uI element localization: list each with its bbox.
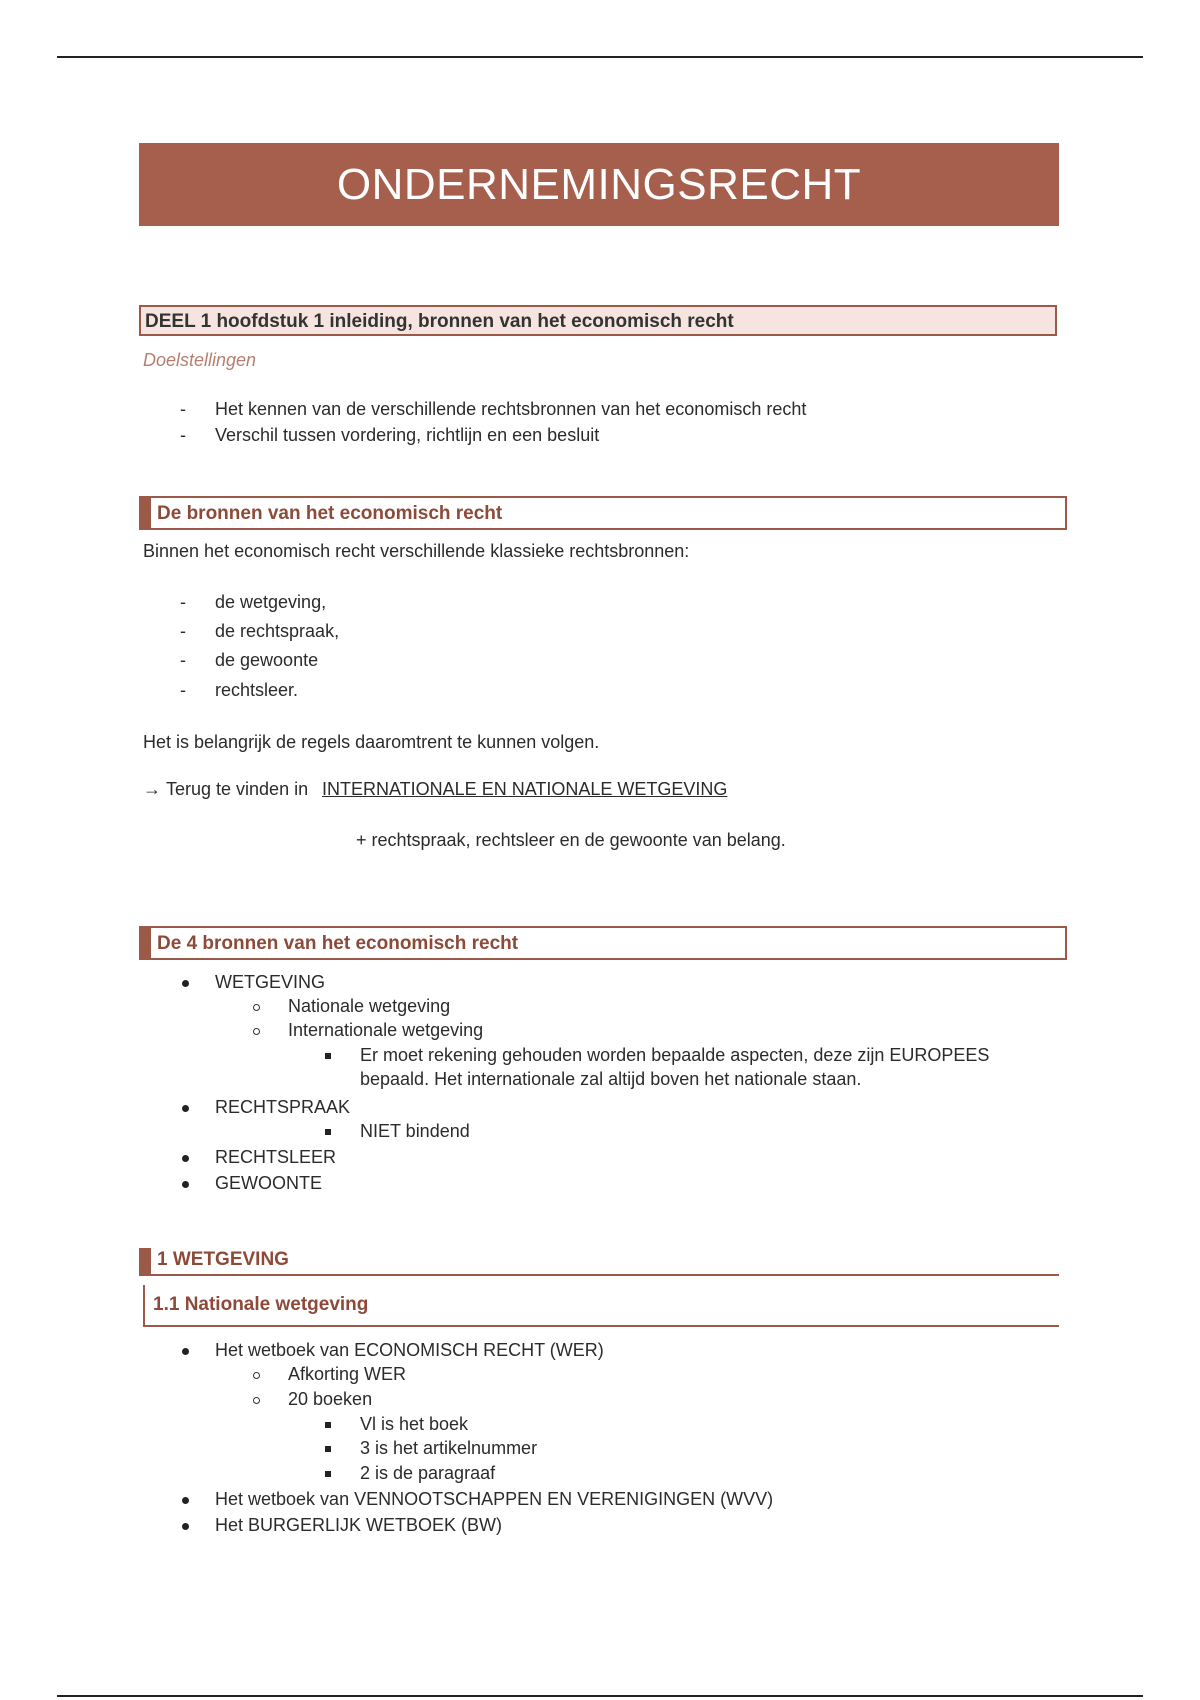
bottom-rule xyxy=(57,1695,1143,1697)
arrow-prefix: Terug te vinden in xyxy=(166,779,309,799)
dash-bullet: - xyxy=(180,680,186,700)
dash-bullet: - xyxy=(180,621,186,641)
note-line-2: bepaald. Het internationale zal altijd boven het nationale staan. xyxy=(360,1069,862,1089)
square-bullet-icon xyxy=(325,1053,331,1059)
square-bullet-icon xyxy=(325,1471,331,1477)
circle-bullet-icon xyxy=(253,1028,260,1035)
sources-intro: Binnen het economisch recht verschillende klassieke rechtsbronnen: xyxy=(143,541,690,561)
circle-bullet-icon xyxy=(253,1397,260,1404)
document-title: ONDERNEMINGSRECHT xyxy=(139,143,1059,226)
list-item-gewoonte: GEWOONTE xyxy=(215,1173,322,1193)
objectives-label: Doelstellingen xyxy=(143,350,257,370)
wetgeving-heading: 1 WETGEVING xyxy=(139,1248,1059,1276)
important-note: Het is belangrijk de regels daaromtrent te kunnen volgen. xyxy=(143,732,600,752)
square-bullet-icon xyxy=(325,1446,331,1452)
list-item-boeken: 20 boeken xyxy=(288,1389,373,1409)
source-item: de rechtspraak, xyxy=(215,621,340,641)
bullet-icon xyxy=(182,1155,189,1162)
list-item-wetgeving: WETGEVING xyxy=(215,972,326,992)
bullet-icon xyxy=(182,1181,189,1188)
objective-item: Het kennen van de verschillende rechtsbronnen van het economisch recht xyxy=(215,399,807,419)
four-sources-heading: De 4 bronnen van het economisch recht xyxy=(139,926,1067,960)
dash-bullet: - xyxy=(180,425,186,445)
part-heading: DEEL 1 hoofdstuk 1 inleiding, bronnen van het economisch recht xyxy=(139,305,1057,336)
list-item-wvv: Het wetboek van VENNOOTSCHAPPEN EN VERENIGINGEN (WVV) xyxy=(215,1489,774,1509)
list-item-bw: Het BURGERLIJK WETBOEK (BW) xyxy=(215,1515,503,1535)
list-item-rechtspraak: RECHTSPRAAK xyxy=(215,1097,351,1117)
source-item: de gewoonte xyxy=(215,650,319,670)
objective-item: Verschil tussen vordering, richtlijn en een besluit xyxy=(215,425,600,445)
dash-bullet: - xyxy=(180,592,186,612)
list-item-niet-bindend: NIET bindend xyxy=(360,1121,470,1141)
plus-line: + rechtspraak, rechtsleer en de gewoonte van belang. xyxy=(356,830,786,850)
nationale-wetgeving-heading: 1.1 Nationale wetgeving xyxy=(143,1285,1059,1327)
list-item-nationale: Nationale wetgeving xyxy=(288,996,451,1016)
bullet-icon xyxy=(182,1105,189,1112)
source-item: rechtsleer. xyxy=(215,680,299,700)
list-item-afkorting: Afkorting WER xyxy=(288,1364,407,1384)
square-bullet-icon xyxy=(325,1422,331,1428)
bullet-icon xyxy=(182,1523,189,1530)
circle-bullet-icon xyxy=(253,1004,260,1011)
arrow-right-icon: → xyxy=(143,779,161,799)
legislation-link-text: INTERNATIONALE EN NATIONALE WETGEVING xyxy=(322,779,728,799)
dash-bullet: - xyxy=(180,399,186,419)
dash-bullet: - xyxy=(180,650,186,670)
list-item-boek: Vl is het boek xyxy=(360,1414,469,1434)
list-item-paragraaf: 2 is de paragraaf xyxy=(360,1463,496,1483)
list-item-artikel: 3 is het artikelnummer xyxy=(360,1438,538,1458)
square-bullet-icon xyxy=(325,1129,331,1135)
top-rule xyxy=(57,56,1143,58)
list-item-wer: Het wetboek van ECONOMISCH RECHT (WER) xyxy=(215,1340,604,1360)
source-item: de wetgeving, xyxy=(215,592,327,612)
note-line-1: Er moet rekening gehouden worden bepaalde aspecten, deze zijn EUROPEES xyxy=(360,1045,990,1065)
list-item-internationale: Internationale wetgeving xyxy=(288,1020,484,1040)
circle-bullet-icon xyxy=(253,1372,260,1379)
list-item-rechtsleer: RECHTSLEER xyxy=(215,1147,337,1167)
bullet-icon xyxy=(182,980,189,987)
bullet-icon xyxy=(182,1348,189,1355)
bullet-icon xyxy=(182,1497,189,1504)
sources-heading: De bronnen van het economisch recht xyxy=(139,496,1067,530)
